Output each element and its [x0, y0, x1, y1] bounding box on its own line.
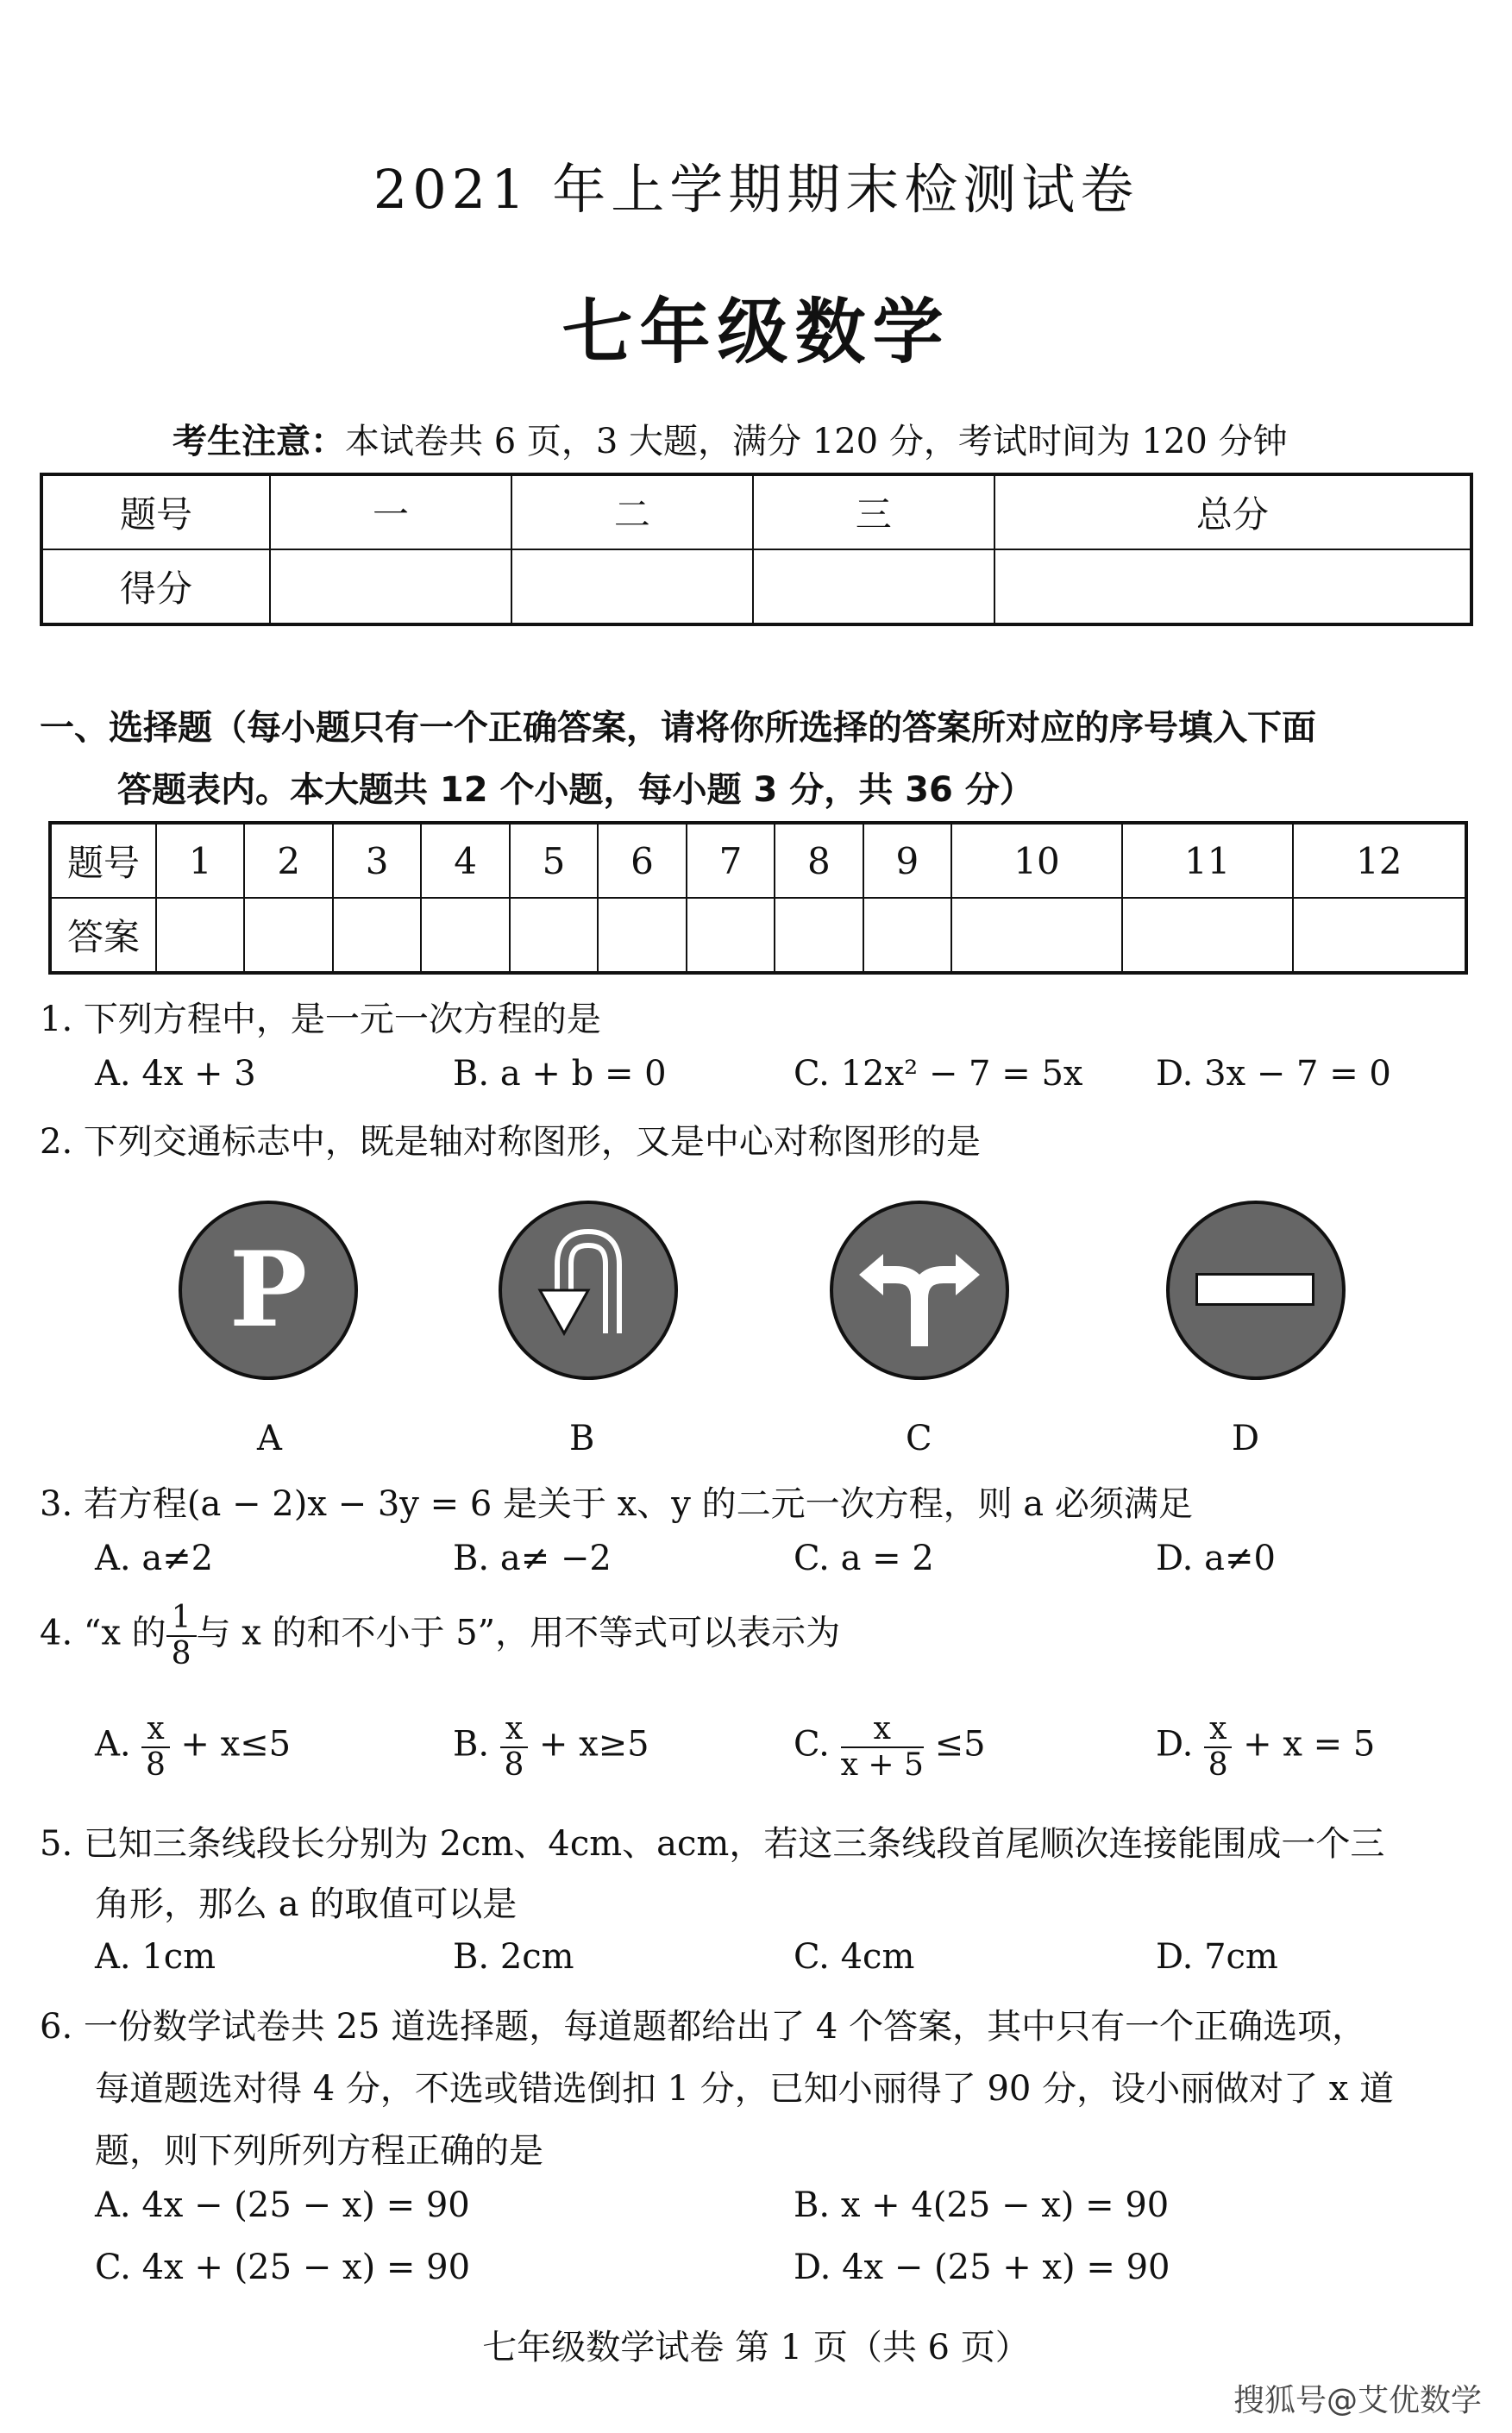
question-1-option-d: D. 3x − 7 = 0	[1156, 1054, 1391, 1094]
table-cell: 7	[687, 823, 775, 898]
question-6-option-d: D. 4x − (25 + x) = 90	[794, 2248, 1170, 2287]
fraction-numerator: x	[141, 1712, 169, 1748]
question-1-option-b: B. a + b = 0	[453, 1054, 667, 1094]
answer-table	[48, 821, 1468, 975]
answer-table-number-row	[50, 823, 1466, 898]
answer-cell[interactable]	[687, 898, 775, 973]
table-cell: 8	[775, 823, 863, 898]
fraction-denominator: 8	[1208, 1746, 1228, 1783]
left-right-turn-sign-icon	[830, 1201, 1009, 1380]
fork-arrow-icon	[833, 1204, 1006, 1376]
question-5-option-d: D. 7cm	[1156, 1937, 1278, 1977]
question-3-option-d: D. a≠0	[1156, 1539, 1276, 1578]
answer-cell[interactable]	[244, 898, 332, 973]
exam-title: 2021 年上学期期末检测试卷	[373, 158, 1139, 221]
question-6-option-c: C. 4x + (25 − x) = 90	[95, 2248, 471, 2287]
score-cell[interactable]	[753, 549, 994, 624]
fraction-denominator: 8	[146, 1746, 166, 1783]
question-6-line3: 题，则下列所列方程正确的是	[95, 2131, 543, 2171]
fraction	[841, 1712, 924, 1782]
table-cell: 题号	[50, 823, 156, 898]
fraction-numerator: x	[841, 1712, 924, 1748]
answer-cell[interactable]	[421, 898, 509, 973]
sign-letter: P	[229, 1229, 308, 1351]
question-5-option-b: B. 2cm	[453, 1937, 574, 1977]
table-cell: 12	[1293, 823, 1466, 898]
answer-cell[interactable]	[1293, 898, 1466, 973]
option-rest: ≤5	[934, 1724, 986, 1765]
question-6-line1: 6. 一份数学试卷共 25 道选择题，每道题都给出了 4 个答案，其中只有一个正确选项，	[40, 2007, 1367, 2047]
u-turn-sign-icon	[499, 1201, 678, 1380]
table-cell: 2	[244, 823, 332, 898]
fraction-denominator: x + 5	[840, 1746, 924, 1783]
answer-cell[interactable]	[598, 898, 686, 973]
score-cell[interactable]	[994, 549, 1471, 624]
question-5-line1: 5. 已知三条线段长分别为 2cm、4cm、acm，若这三条线段首尾顺次连接能围成一个三	[40, 1824, 1385, 1864]
watermark: 搜狐号@艾优数学	[1233, 2383, 1483, 2418]
question-4-option-d	[1156, 1712, 1375, 1782]
option-rest: + x = 5	[1243, 1724, 1376, 1765]
question-3-option-a: A. a≠2	[95, 1539, 214, 1578]
question-1-stem: 1. 下列方程中，是一元一次方程的是	[40, 1000, 601, 1039]
table-cell: 题号	[41, 474, 270, 549]
question-3-option-b: B. a≠ −2	[453, 1539, 612, 1578]
question-6-option-a: A. 4x − (25 − x) = 90	[95, 2185, 470, 2225]
option-letter: B.	[453, 1724, 490, 1765]
score-table-header-row	[41, 474, 1471, 549]
table-cell: 答案	[50, 898, 156, 973]
table-cell: 3	[333, 823, 421, 898]
question-4-stem	[40, 1601, 840, 1671]
notice-label: 考生注意：	[173, 422, 345, 461]
question-6-line2: 每道题选对得 4 分，不选或错选倒扣 1 分，已知小丽得了 90 分，设小丽做对了 x 道	[95, 2069, 1395, 2109]
score-cell[interactable]	[270, 549, 511, 624]
sign-label-c: C	[906, 1419, 932, 1458]
answer-cell[interactable]	[951, 898, 1122, 973]
table-cell: 一	[270, 474, 511, 549]
option-rest: + x≤5	[180, 1724, 292, 1765]
fraction-numerator: x	[1204, 1712, 1232, 1748]
q4-stem-pre: 4. “x 的	[40, 1613, 166, 1653]
question-3-stem: 3. 若方程(a − 2)x − 3y = 6 是关于 x、y 的二元一次方程，则 a 必须满足	[40, 1484, 1193, 1524]
question-4-option-b	[453, 1712, 649, 1782]
no-entry-bar	[1195, 1273, 1314, 1306]
question-5-option-c: C. 4cm	[794, 1937, 915, 1977]
answer-cell[interactable]	[1122, 898, 1293, 973]
table-cell: 11	[1122, 823, 1293, 898]
table-cell: 9	[863, 823, 951, 898]
sign-label-d: D	[1232, 1419, 1260, 1458]
fraction-denominator: 8	[504, 1746, 524, 1783]
score-table-score-row	[41, 549, 1471, 624]
fraction	[500, 1712, 528, 1782]
score-table	[40, 473, 1473, 626]
section-heading	[40, 697, 1316, 821]
page-footer: 七年级数学试卷 第 1 页（共 6 页）	[482, 2328, 1030, 2367]
table-cell: 二	[511, 474, 753, 549]
subject-title: 七年级数学	[562, 292, 950, 373]
score-cell[interactable]	[511, 549, 753, 624]
fraction-denominator: 8	[171, 1635, 191, 1671]
section-heading-line1: 一、选择题（每小题只有一个正确答案，请将你所选择的答案所对应的序号填入下面	[40, 708, 1316, 748]
table-cell: 得分	[41, 549, 270, 624]
question-4-option-c	[794, 1712, 986, 1782]
option-letter: C.	[794, 1724, 830, 1765]
notice-text: 本试卷共 6 页，3 大题，满分 120 分，考试时间为 120 分钟	[345, 422, 1288, 461]
sign-label-a: A	[257, 1419, 282, 1458]
section-heading-line2: 答题表内。本大题共 12 个小题，每小题 3 分，共 36 分）	[117, 770, 1034, 810]
no-entry-sign-icon	[1166, 1201, 1346, 1380]
question-4-option-a	[95, 1712, 291, 1782]
question-6-option-b: B. x + 4(25 − x) = 90	[794, 2185, 1170, 2225]
question-1-option-a: A. 4x + 3	[95, 1054, 256, 1094]
question-2-stem: 2. 下列交通标志中，既是轴对称图形，又是中心对称图形的是	[40, 1122, 981, 1162]
answer-cell[interactable]	[863, 898, 951, 973]
fraction-numerator: 1	[166, 1601, 197, 1637]
option-letter: A.	[95, 1724, 131, 1765]
fraction	[166, 1601, 197, 1671]
parking-sign-icon	[179, 1201, 358, 1380]
option-letter: D.	[1156, 1724, 1194, 1765]
answer-cell[interactable]	[510, 898, 598, 973]
answer-table-answer-row	[50, 898, 1466, 973]
table-cell: 总分	[994, 474, 1471, 549]
question-5-line2: 角形，那么 a 的取值可以是	[95, 1884, 518, 1924]
table-cell: 5	[510, 823, 598, 898]
question-3-option-c: C. a = 2	[794, 1539, 934, 1578]
u-turn-arrow-icon	[502, 1204, 674, 1376]
question-5-option-a: A. 1cm	[95, 1937, 216, 1977]
table-cell: 6	[598, 823, 686, 898]
answer-cell[interactable]	[156, 898, 244, 973]
table-cell: 三	[753, 474, 994, 549]
table-cell: 1	[156, 823, 244, 898]
q4-stem-post: 与 x 的和不小于 5”，用不等式可以表示为	[196, 1613, 841, 1653]
fraction	[1204, 1712, 1232, 1782]
sign-label-b: B	[569, 1419, 595, 1458]
table-cell: 4	[421, 823, 509, 898]
fraction	[141, 1712, 169, 1782]
table-cell: 10	[951, 823, 1122, 898]
answer-cell[interactable]	[775, 898, 863, 973]
option-rest: + x≥5	[538, 1724, 649, 1765]
fraction-numerator: x	[500, 1712, 528, 1748]
question-1-option-c: C. 12x² − 7 = 5x	[794, 1054, 1083, 1094]
answer-cell[interactable]	[333, 898, 421, 973]
exam-notice	[173, 414, 1288, 463]
